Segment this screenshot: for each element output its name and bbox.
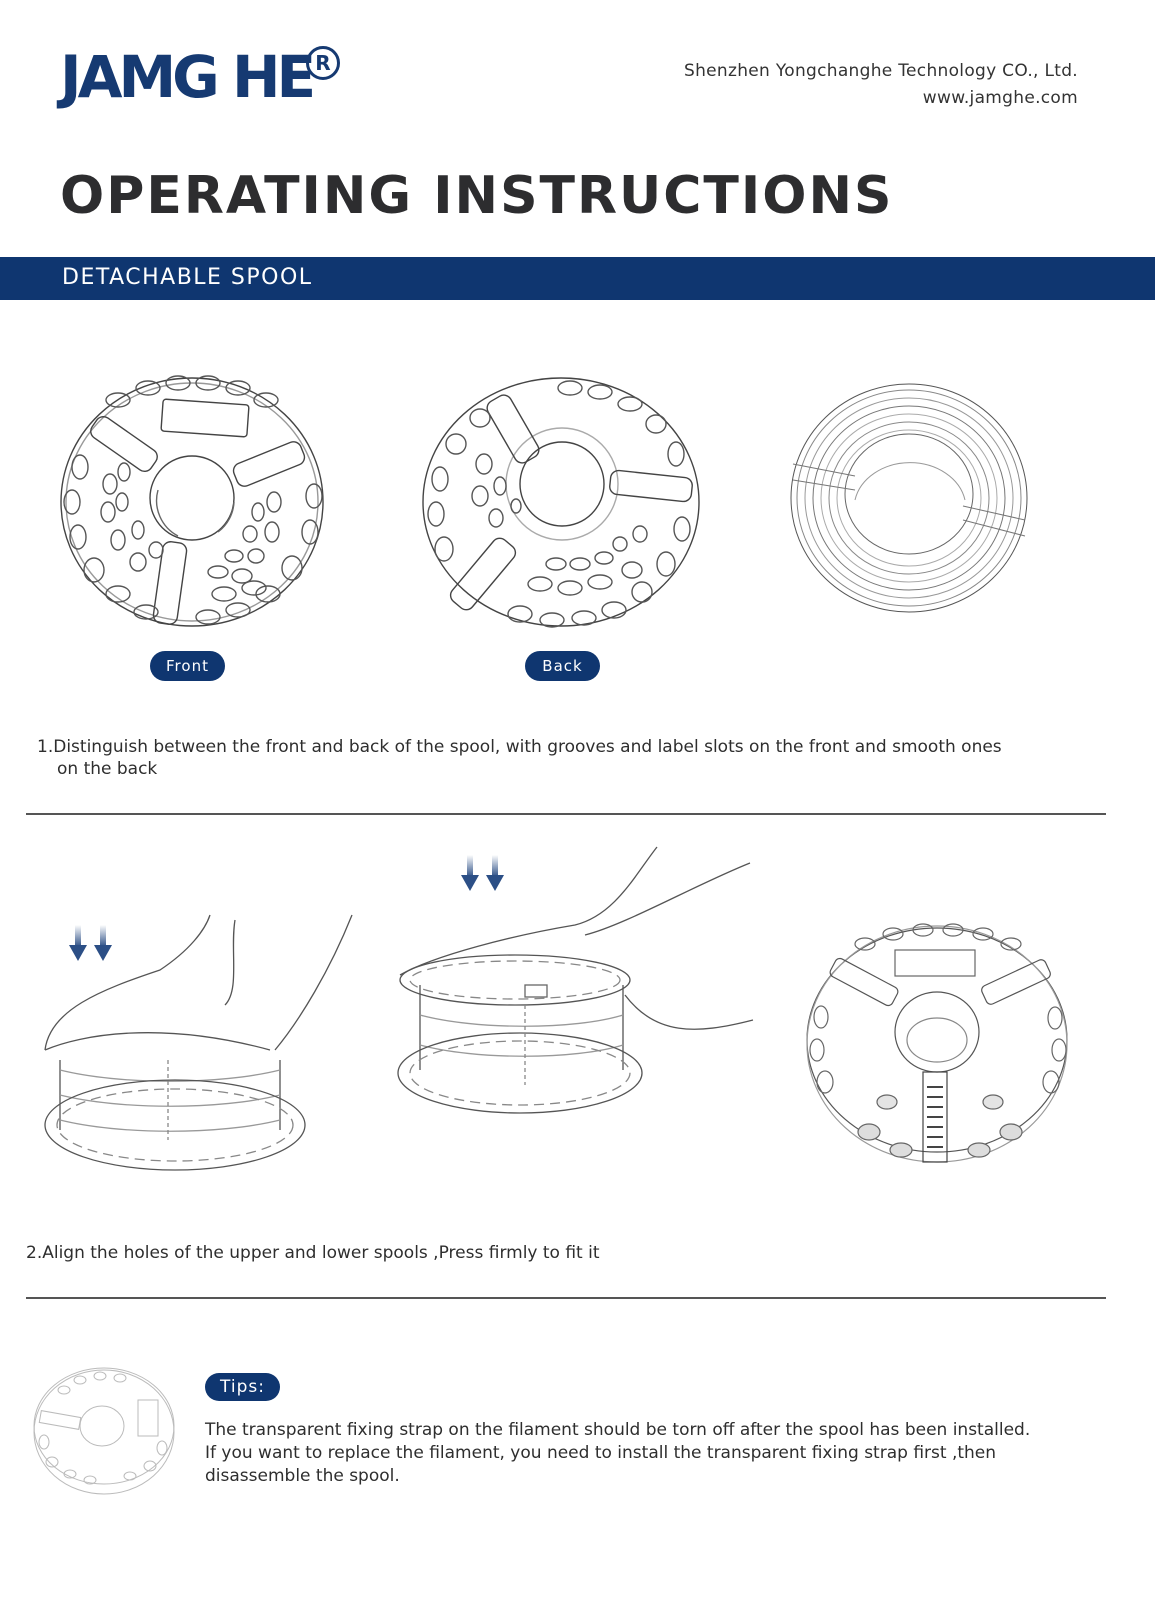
section-divider <box>26 813 1106 815</box>
spool-front-illustration <box>58 372 328 634</box>
step-1-number: 1. <box>37 737 54 757</box>
section-banner <box>0 257 1155 300</box>
tips-line-1: The transparent fixing strap on the filament should be torn off after the spool has been installed. <box>205 1420 1031 1440</box>
step-1-body: Distinguish between the front and back of the spool, with grooves and label slots on the front and smooth ones <box>53 737 1002 757</box>
section-banner-label: DETACHABLE SPOOL <box>62 265 313 290</box>
spool-thumbnail-illustration <box>30 1362 180 1500</box>
section-divider <box>26 1297 1106 1299</box>
step-1-text <box>37 736 1117 780</box>
tips-line-2: If you want to replace the filament, you need to install the transparent fixing strap first ,then <box>205 1443 997 1463</box>
hands-pressing-upper-spool-illustration <box>395 845 760 1125</box>
spool-back-illustration <box>420 374 704 634</box>
registered-trademark-icon: R <box>306 46 340 80</box>
back-label: Back <box>525 651 600 681</box>
company-info <box>684 58 1078 112</box>
tips-label: Tips: <box>205 1373 280 1401</box>
front-label: Front <box>150 651 225 681</box>
hands-pressing-lower-spool-illustration <box>40 910 370 1180</box>
step-2-text: 2.Align the holes of the upper and lower spools ,Press firmly to fit it <box>26 1243 600 1263</box>
tips-line-3: disassemble the spool. <box>205 1466 400 1486</box>
step-1-body-cont: on the back <box>57 759 158 779</box>
page-title: OPERATING INSTRUCTIONS <box>60 166 894 226</box>
company-website: www.jamghe.com <box>922 88 1078 108</box>
tips-text <box>205 1419 1125 1488</box>
assembled-spool-illustration <box>803 922 1073 1177</box>
company-name: Shenzhen Yongchanghe Technology CO., Ltd. <box>683 61 1078 81</box>
filament-coil-illustration <box>785 380 1035 630</box>
brand-logo: JAMG HE <box>60 43 313 111</box>
